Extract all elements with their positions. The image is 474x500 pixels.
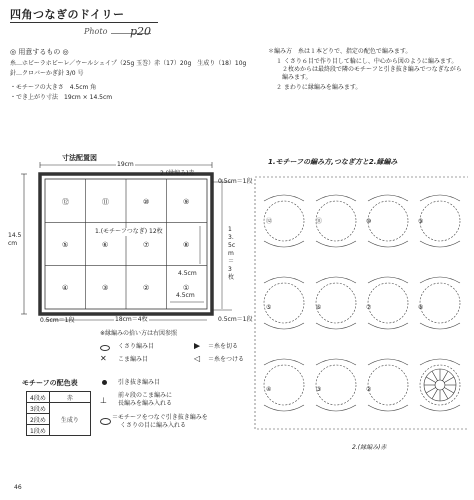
dim-right-inner: 13.5cm＝3枚 [228, 226, 236, 281]
method-step1c: 編みます。 [282, 74, 312, 81]
chart-stroke [420, 405, 460, 411]
dim-edge-label: 2.(縁編み)赤 [160, 170, 195, 177]
chart-stroke [264, 195, 304, 201]
photo-page-number: p20 [130, 25, 152, 38]
join-stitch-icon [100, 418, 111, 425]
color-table [26, 391, 91, 436]
chart-number: ⑩ [366, 218, 372, 225]
table-row [27, 392, 91, 403]
chart-stroke [264, 405, 304, 411]
chart-stroke [432, 371, 438, 381]
chart-stroke [368, 283, 408, 323]
chart-stroke [316, 405, 356, 411]
chain-stitch-icon [100, 345, 110, 351]
chart-number: ⑦ [366, 304, 372, 311]
chart-stroke [444, 388, 454, 394]
chart-stroke [432, 389, 438, 399]
dim-number: ⑨ [183, 198, 190, 206]
chart-stroke [368, 195, 408, 201]
chart-stroke [368, 359, 408, 365]
chart-stroke [420, 195, 460, 201]
dim-number: ⑧ [183, 241, 190, 249]
page-number: 46 [14, 484, 22, 491]
dim-bottom-inner: 18cm＝4枚 [115, 316, 148, 323]
legend-long2: 長編みを編み入れる [118, 400, 173, 407]
legend-cut: ＝糸を切る [208, 343, 239, 350]
chart-stroke [316, 283, 356, 323]
chart-stroke [426, 377, 436, 383]
dim-left-height: 14.5cm [8, 232, 22, 247]
chart-stroke [316, 359, 356, 365]
legend-join2: くさりの目に編み入れる [120, 422, 187, 429]
legend-join1: ＝モチーフをつなぐ引き抜き編みを [112, 414, 208, 421]
natural-cell: 生成り [49, 403, 90, 436]
chart-stroke [368, 201, 408, 241]
chart-number: ⑥ [316, 304, 322, 311]
legend-slip: 引き抜き編み目 [118, 379, 161, 386]
single-crochet-icon: ✕ [100, 354, 107, 363]
chart-stroke [420, 323, 460, 329]
row-label: 3段め [27, 403, 50, 414]
chart-stroke [368, 277, 408, 283]
chart-stroke [316, 365, 356, 405]
photo-label: Photo [84, 27, 108, 36]
chart-stroke [316, 241, 356, 247]
chart-stroke [420, 283, 460, 323]
slip-stitch-icon [102, 380, 107, 385]
chart-number: ② [366, 386, 372, 393]
row-label: 2段め [27, 414, 50, 425]
chart-stroke [368, 365, 408, 405]
row-label: 4段め [27, 392, 50, 403]
method-step1b: ２枚めからは最終段で隣のモチーフと引き抜き編みでつなぎながら [282, 66, 462, 73]
chart-number: ⑫ [266, 218, 273, 225]
materials-hook: 針…クロバーかぎ針 3/0 号 [10, 70, 84, 77]
dim-top-width: 19cm [117, 161, 134, 168]
chart-number: ⑤ [266, 304, 272, 311]
chart-stroke [264, 323, 304, 329]
dim-bottom-left: 0.5cm＝1段 [40, 317, 75, 324]
chart-stroke [264, 277, 304, 283]
dimension-heading: 寸法配置図 [62, 154, 97, 162]
chart-stroke [420, 241, 460, 247]
chart-stroke [316, 195, 356, 201]
method-intro: ＊編み方 糸は１本どりで、指定の配色で編みます。 [268, 48, 412, 55]
dim-number: ⑤ [62, 241, 69, 249]
dim-motif-bottom: 4.5cm [176, 292, 195, 299]
dim-number: ⑩ [143, 198, 150, 206]
chart-number: ④ [266, 386, 272, 393]
chart-stroke [443, 389, 449, 399]
chart-number: ③ [316, 386, 322, 393]
legend-long1: 前々段のこま編みに [118, 392, 173, 399]
chart-bottom-label: 2.(縁編み)赤 [352, 444, 387, 451]
materials-heading: ◎ 用意するもの ◎ [10, 48, 69, 56]
chart-stroke [264, 365, 304, 405]
chart-number: ⑨ [418, 218, 424, 225]
attach-yarn-icon: ◁ [194, 354, 201, 363]
chart-stroke [264, 283, 304, 323]
materials-yarn: 糸…ホビーラホビーレ／ウールシェイプ（25g 玉巻）赤（17）20g 生成り（18）10g [10, 60, 247, 67]
dim-number: ⑫ [62, 198, 69, 206]
chart-stroke [435, 380, 445, 390]
chart-stroke [420, 277, 460, 283]
chart-stroke [316, 277, 356, 283]
chart-stroke [264, 241, 304, 247]
dim-right-top: 0.5cm＝1段 [218, 178, 253, 185]
legend-sc: こま編み目 [118, 356, 149, 363]
chart-stroke [444, 377, 454, 383]
chart-stroke [264, 359, 304, 365]
dim-motif-side: 4.5cm [178, 270, 197, 277]
method-step1a: １ くさり６目で作り目して輪にし、中心から図のように編みます。 [276, 58, 458, 65]
page-title: 四角つなぎのドイリー [10, 8, 125, 21]
color-table-heading: モチーフの配色表 [22, 379, 78, 387]
dimension-diagram [0, 160, 240, 330]
crochet-chart [252, 170, 468, 435]
dim-number: ④ [62, 284, 69, 292]
dim-note: ※縁編みの拾い方は右図参照 [100, 330, 178, 337]
dim-number: ⑪ [102, 198, 109, 206]
dim-number: ② [143, 284, 150, 292]
dim-center-label: 1.(モチーフつなぎ) 12枚 [95, 228, 163, 235]
chart-stroke [443, 371, 449, 381]
legend-attach: ＝糸をつける [208, 356, 245, 363]
dim-number: ① [183, 284, 190, 292]
chart-number: ⑧ [418, 304, 424, 311]
chart-stroke [368, 405, 408, 411]
title-underline [10, 22, 158, 23]
chart-stroke [426, 388, 436, 394]
method-step2: ２ まわりに縁編みを編みます。 [276, 84, 362, 91]
row-label: 1段め [27, 425, 50, 436]
finished-size: ・でき上がり寸法 19cm × 14.5cm [10, 94, 113, 101]
chart-stroke [316, 323, 356, 329]
chart-stroke [420, 359, 460, 365]
dim-bottom-right: 0.5cm＝1段 [218, 316, 253, 323]
legend-chain: くさり編み目 [118, 343, 155, 350]
chart-stroke [368, 241, 408, 247]
cut-yarn-icon: ◀ [194, 342, 201, 351]
dim-number: ⑦ [143, 241, 150, 249]
chart-stroke [420, 201, 460, 241]
chart-number: ⑪ [316, 218, 323, 225]
chart-title: 1.モチーフの編み方,つなぎ方と2.縁編み [268, 158, 398, 166]
chart-stroke [255, 177, 468, 429]
chart-stroke [368, 323, 408, 329]
motif-size: ・モチーフの大きさ 4.5cm 角 [10, 84, 97, 91]
dim-number: ⑥ [102, 241, 109, 249]
table-row [27, 403, 91, 414]
dim-number: ③ [102, 284, 109, 292]
long-stitch-icon: ⊥ [100, 396, 107, 405]
red-cell: 赤 [49, 392, 90, 403]
